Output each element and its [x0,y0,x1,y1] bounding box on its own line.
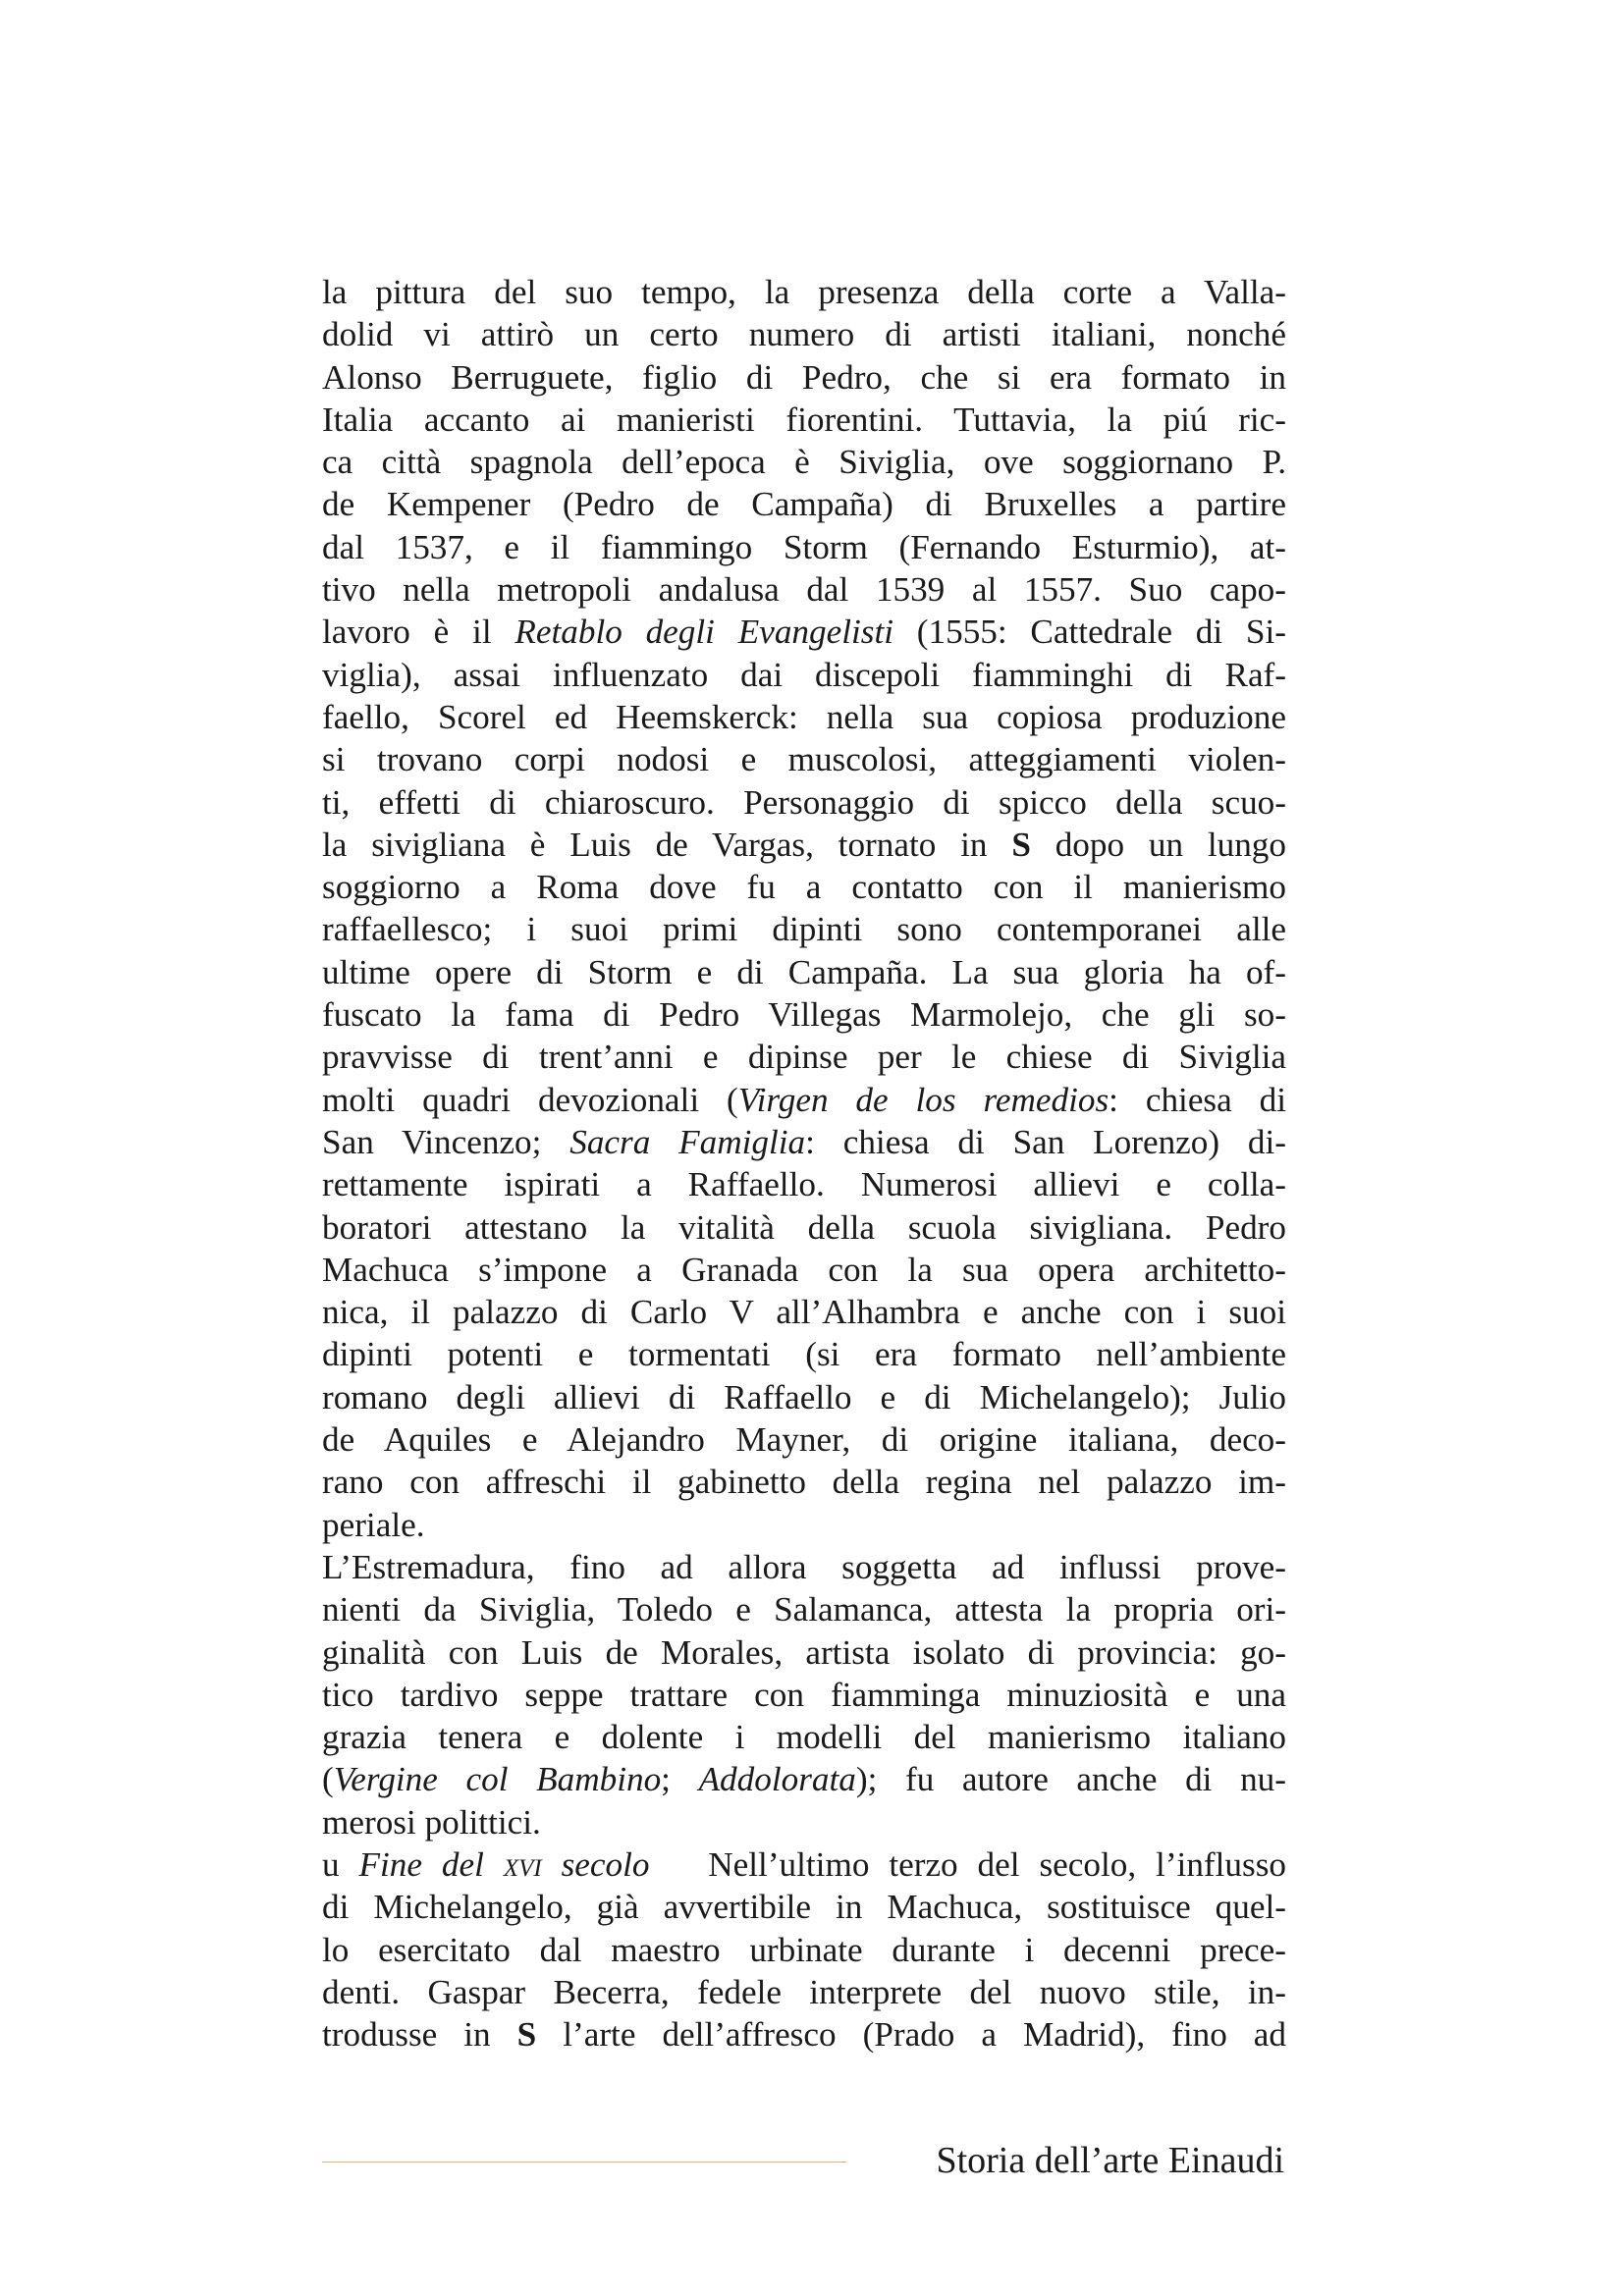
text-line [322,1758,1286,1800]
body-text [322,271,1286,2056]
country-abbreviation: S [1011,825,1031,864]
text-segment: : chiesa di [1109,1080,1286,1119]
text-line: tico tardivo seppe trattare con fiamminga minuziosità e una [322,1675,1286,1714]
text-line: dal 1537, e il fiammingo Storm (Fernando Esturmio), at- [322,527,1286,566]
text-line [322,2013,1286,2056]
artwork-title: Vergine col Bambino [333,1760,662,1799]
text-line: periale. [322,1505,425,1544]
artwork-title: Addolorata [698,1760,856,1799]
text-segment: la sivigliana è Luis de Vargas, tornato in [322,825,1012,864]
text-line: merosi polittici. [322,1802,541,1842]
text-line: de Kempener (Pedro de Campaña) di Bruxelles a partire [322,485,1286,524]
footer-label: Storia dell’arte Einaudi [936,2140,1284,2181]
text-line [322,824,1286,866]
text-line: denti. Gaspar Becerra, fedele interprete del nuovo stile, in- [322,1972,1286,2011]
century-numeral: xvi [503,1844,542,1884]
text-segment: San Vincenzo; [322,1122,570,1161]
country-abbreviation: S [516,2015,537,2055]
text-line [322,611,1286,653]
text-line: Italia accanto ai manieristi fiorentini. Tuttavia, la piú ric- [322,400,1286,439]
text-segment: ); fu autore anche di nu- [855,1760,1286,1799]
text-line: ultime opere di Storm e di Campaña. La sua gloria ha of- [322,952,1286,991]
text-line [322,1121,1286,1163]
text-segment: ( [322,1760,334,1799]
text-line: grazia tenera e dolente i modelli del manierismo italiano [322,1718,1286,1757]
text-line: soggiorno a Roma dove fu a contatto con il manierismo [322,868,1286,907]
text-segment: : chiesa di San Lorenzo) di- [805,1122,1286,1161]
section-title: Fine del [358,1844,504,1884]
text-segment: ; [661,1760,699,1799]
text-line: tivo nella metropoli andalusa dal 1539 al 1557. Suo capo- [322,570,1286,610]
text-segment: dopo un lungo [1030,825,1286,864]
section-marker: u [322,1844,359,1884]
text-segment: Nell’ultimo terzo del secolo, l’influsso [649,1844,1286,1884]
text-segment: l’arte dell’affresco (Prado a Madrid), fino ad [536,2015,1286,2055]
text-segment: lavoro è il [322,613,515,652]
text-line: rano con affreschi il gabinetto della regina nel palazzo im- [322,1463,1286,1502]
text-line: faello, Scorel ed Heemskerck: nella sua copiosa produzione [322,697,1286,736]
text-segment: (1555: Cattedrale di Si- [893,613,1286,652]
text-line: si trovano corpi nodosi e muscolosi, atteggiamenti violen- [322,740,1286,779]
text-line: ginalità con Luis de Morales, artista isolato di provincia: go- [322,1632,1286,1672]
text-segment: molti quadri devozionali ( [322,1080,738,1119]
text-line: ti, effetti di chiaroscuro. Personaggio di spicco della scuo- [322,782,1286,822]
text-line: la pittura del suo tempo, la presenza della corte a Valla- [322,273,1286,311]
text-line: Machuca s’impone a Granada con la sua opera architetto- [322,1250,1286,1289]
text-line: nica, il palazzo di Carlo V all’Alhambra e anche con i suoi [322,1293,1286,1332]
text-line: dipinti potenti e tormentati (si era formato nell’ambiente [322,1335,1286,1374]
text-line: L’Estremadura, fino ad allora soggetta ad influssi prove- [322,1547,1286,1586]
text-segment: trodusse in [322,2015,517,2055]
text-line: Alonso Berruguete, figlio di Pedro, che si era formato in [322,357,1286,397]
text-line: ca città spagnola dell’epoca è Siviglia, ove soggiornano P. [322,443,1286,482]
artwork-title: Virgen de los remedios [737,1080,1109,1119]
text-line: di Michelangelo, già avvertibile in Machuca, sostituisce quel- [322,1888,1286,1927]
artwork-title: Retablo degli Evangelisti [514,613,894,652]
text-line: raffaellesco; i suoi primi dipinti sono contemporanei alle [322,910,1286,949]
text-line: nienti da Siviglia, Toledo e Salamanca, attesta la propria ori- [322,1590,1286,1629]
text-line [322,1079,1286,1121]
text-line: lo esercitato dal maestro urbinate durante i decenni prece- [322,1930,1286,1969]
footer-rule [322,2162,846,2163]
text-line: viglia), assai influenzato dai discepoli fiamminghi di Raf- [322,655,1286,694]
text-line: romano degli allievi di Raffaello e di Michelangelo); Julio [322,1377,1286,1416]
section-title: secolo [541,1844,650,1884]
text-line: pravvisse di trent’anni e dipinse per le chiese di Siviglia [322,1038,1286,1077]
section-heading-line [322,1843,1286,1886]
text-line: boratori attestano la vitalità della scuola sivigliana. Pedro [322,1207,1286,1247]
text-line: fuscato la fama di Pedro Villegas Marmolejo, che gli so- [322,995,1286,1035]
artwork-title: Sacra Famiglia [569,1122,806,1161]
text-line: dolid vi attirò un certo numero di artisti italiani, nonché [322,315,1286,354]
text-line: rettamente ispirati a Raffaello. Numerosi allievi e colla- [322,1165,1286,1204]
text-line: de Aquiles e Alejandro Mayner, di origine italiana, deco- [322,1420,1286,1460]
